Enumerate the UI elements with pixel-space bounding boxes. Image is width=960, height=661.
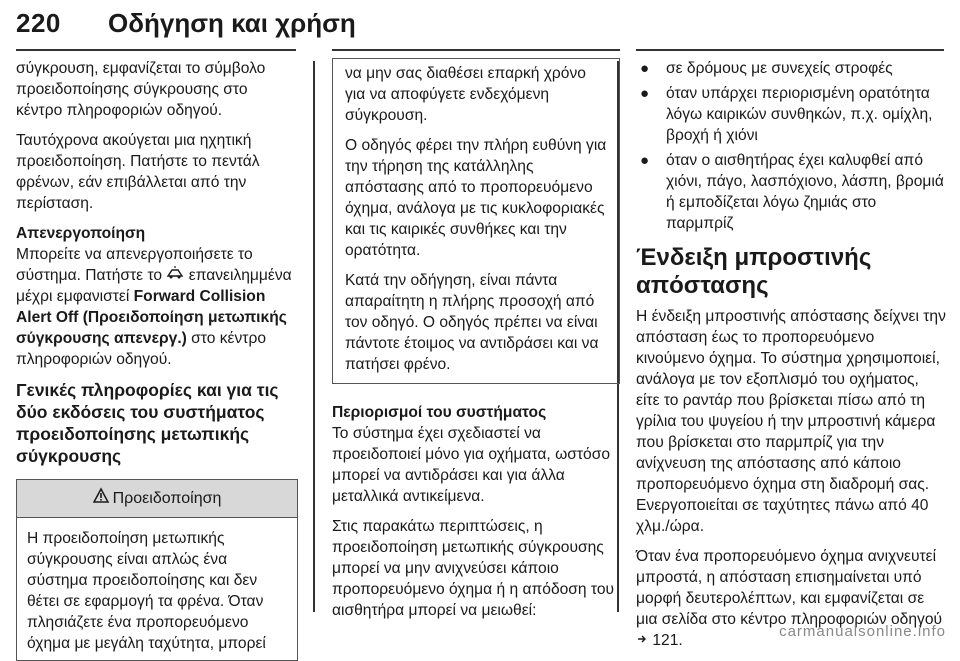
column-2 <box>332 58 620 630</box>
bullet-icon: ● <box>640 152 650 169</box>
paragraph: Όταν ένα προπορευόμενο όχημα ανιχνευτεί μπροστά, η απόσταση επισημαίνεται υπό μορφή δευτερολέπτων, και εμφανίζεται σε μια σελίδα στο κέντρο πληροφοριών οδηγού 121. <box>636 548 943 649</box>
page-reference[interactable]: 121. <box>652 632 683 649</box>
warning-title: Προειδοποίηση <box>112 490 222 507</box>
column-3 <box>636 58 946 660</box>
column-divider-1 <box>313 61 315 612</box>
page-reference-arrow-icon <box>636 630 648 651</box>
paragraph: Κατά την οδήγηση, είναι πάντα απαραίτητη η πλήρης προσοχή από τον οδηγό. Ο οδηγός πρέπει να είναι πάντοτε έτοιμος να αντιδράσει και να πατήσει φρένο. <box>345 272 599 373</box>
section-heading: Ένδειξη μπροστινής απόστασης <box>636 244 872 299</box>
page-header <box>0 0 960 46</box>
column-1 <box>16 58 298 661</box>
list-item: ● όταν υπάρχει περιορισμένη ορατότητα λόγω καιρικών συνθηκών, π.χ. ομίχλη, βροχή ή χιόνι <box>640 85 933 144</box>
bullet-icon: ● <box>640 85 650 102</box>
paragraph: Στις παρακάτω περιπτώσεις, η προειδοποίηση μετωπικής σύγκρουσης μπορεί να μην ανιχνεύσει κάποιο προπορευόμενο όχημα ή η απόδοση του αισθητήρα μπορεί να μειωθεί: <box>332 518 615 619</box>
warning-triangle-icon <box>93 488 109 509</box>
paragraph: Το σύστημα έχει σχεδιαστεί να προειδοποιεί μόνο για οχήματα, ωστόσο μπορεί να αντιδράσει και για άλλα μεταλλικά αντικείμενα. <box>332 425 610 505</box>
warning-header <box>17 480 297 518</box>
deactivate-paragraph: Μπορείτε να απενεργοποιήσετε το σύστημα. Πατήστε το επανειλημμένα μέχρι εμφανιστεί Forward Collision Alert Off (Προειδοποίηση μετωπικής σύγκρουσης απενεργ.) στο κέντρο πληροφοριών οδηγού. <box>16 246 292 368</box>
list-item: ● όταν ο αισθητήρας έχει καλυφθεί από χιόνι, πάγο, λασπόχιονο, λάσπη, βρομιά ή εμποδίζεται λόγω ζημιάς στο παρμπρίζ <box>640 152 944 232</box>
subsection-label: Απενεργοποίηση <box>16 225 146 242</box>
bullet-icon: ● <box>640 60 650 77</box>
page-number: 220 <box>16 8 61 38</box>
paragraph: Ταυτόχρονα ακούγεται μια ηχητική προειδοποίηση. Πατήστε το πεντάλ φρένων, εάν επιβάλλεται από την περίσταση. <box>16 132 260 212</box>
list-item: ● σε δρόμους με συνεχείς στροφές <box>640 60 893 77</box>
paragraph: Ο οδηγός φέρει την πλήρη ευθύνη για την τήρηση της κατάλληλης απόστασης από το προπορευόμενο όχημα, ανάλογα με τις κυκλοφοριακές και τις καιρικές συνθήκες και την ορατότητα. <box>345 137 607 259</box>
subsection-label: Περιορισμοί του συστήματος <box>332 404 547 421</box>
header-rule-col2 <box>332 49 620 51</box>
warning-body: Η προειδοποίηση μετωπικής σύγκρουσης είναι απλώς ένα σύστημα προειδοποίησης και δεν θέτει σε εφαρμογή τα φρένα. Όταν πλησιάζετε ένα προπορευόμενο όχημα με μεγάλη ταχύτητα, μπορεί <box>27 530 266 652</box>
subsection-heading: Γενικές πληροφορίες και για τις δύο εκδόσεις του συστήματος προειδοποίησης μετωπικής σύγκρουσης <box>16 380 279 466</box>
header-rule-col3 <box>636 49 944 51</box>
paragraph: Η ένδειξη μπροστινής απόστασης δείχνει την απόσταση έως το προπορευόμενο κινούμενο όχημα. Το σύστημα χρησιμοποιεί, ανάλογα με τον εξοπλισμό του οχήματος, είτε το ραντάρ που βρίσκεται πίσω από τη γρίλια του ψυγείου ή την μπροστινή κάμερα που βρίσκεται στο παρμπρίζ για την ανίχνευση της απόστασης από κάποιο προπορευόμενο όχημα στη διαδρομή σας. Ενεργοποιείται σε ταχύτητες πάνω από 40 χλμ./ώρα. <box>636 308 946 535</box>
warning-box <box>16 479 298 661</box>
forward-collision-icon <box>166 265 184 286</box>
display-message: Forward Collision Alert Off (Προειδοποίηση μετωπικής σύγκρουσης απενεργ.) <box>16 288 287 347</box>
header-rule-col1 <box>16 49 296 51</box>
bullet-list <box>636 58 946 234</box>
section-title: Οδήγηση και χρήση <box>108 8 356 38</box>
paragraph: να μην σας διαθέσει επαρκή χρόνο για να αποφύγετε ενδεχόμενη σύγκρουση. <box>345 65 586 124</box>
paragraph: σύγκρουση, εμφανίζεται το σύμβολο προειδοποίησης σύγκρουσης στο κέντρο πληροφοριών οδηγού. <box>16 60 266 119</box>
watermark: carmanualsonline.info <box>779 623 946 640</box>
warning-box-continued <box>332 58 620 384</box>
